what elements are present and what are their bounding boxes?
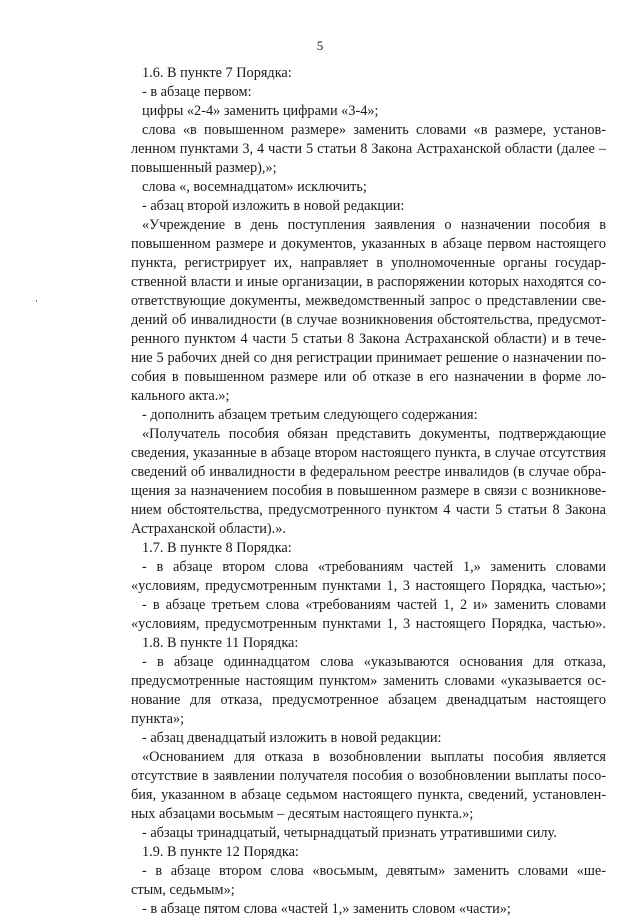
text-line: - дополнить абзацем третьим следующего содержания: (142, 407, 478, 423)
text-line: нование для отказа, предусмотренное абзацем двенадцатым настоящего (131, 692, 606, 708)
text-line: повышенном размере и документов, указанных в абзаце первом настоящего (131, 236, 606, 252)
text-line: ренного пунктом 4 части 5 статьи 8 Закона Астраханской области) и в тече- (131, 331, 606, 347)
text-line: «Учреждение в день поступления заявления о назначении пособия в (142, 217, 606, 233)
page-number: 5 (316, 38, 324, 53)
section-heading-1-7: 1.7. В пункте 8 Порядка: (142, 540, 292, 556)
section-heading-1-6: 1.6. В пункте 7 Порядка: (142, 65, 292, 81)
text-line: - в абзаце втором слова «требованиям частей 1,» заменить словами (142, 559, 606, 575)
text-line: «Получатель пособия обязан представить документы, подтверждающие (142, 426, 606, 442)
text-line: нием обстоятельства, предусмотренного пунктом 4 части 5 статьи 8 Закона (131, 502, 606, 518)
text-line: кального акта.»; (131, 388, 230, 404)
text-line: - в абзаце третьем слова «требованиям частей 1, 2 и» заменить словами (142, 597, 606, 613)
text-line: - в абзаце первом: (142, 84, 252, 100)
text-line: - абзац второй изложить в новой редакции: (142, 198, 405, 214)
text-line: стым, седьмым»; (131, 882, 235, 898)
document-body (131, 64, 606, 919)
text-line: собия в повышенном размере или об отказе в его назначении в форме ло- (131, 369, 606, 385)
text-line: ных абзацами восьмым – десятым настоящего пункта.»; (131, 806, 474, 822)
text-line: дений об инвалидности (в случае возникновения обстоятельства, предусмот- (131, 312, 606, 328)
text-line: «Основанием для отказа в возобновлении выплаты пособия является (142, 749, 606, 765)
text-line: ответствующие документы, межведомственный запрос о представлении све- (131, 293, 606, 309)
text-line: «условиям, предусмотренным пунктами 1, 3 настоящего Порядка, частью». (131, 616, 606, 632)
text-line: сведений об инвалидности в федеральном реестре инвалидов (в случае обра- (131, 464, 606, 480)
section-heading-1-9: 1.9. В пункте 12 Порядка: (142, 844, 299, 860)
text-line: предусмотренные настоящим пунктом» заменить словами «указывается ос- (131, 673, 606, 689)
text-line: «условиям, предусмотренным пунктами 1, 3 настоящего Порядка, частью»; (131, 578, 606, 594)
text-line: ственной власти и иные организации, в распоряжении которых находятся со- (131, 274, 606, 290)
text-line: - абзац двенадцатый изложить в новой редакции: (142, 730, 442, 746)
text-line: слова «, восемнадцатом» исключить; (142, 179, 367, 195)
text-line: ленном пунктами 3, 4 части 5 статьи 8 Закона Астраханской области (далее – (131, 141, 606, 157)
text-line: - в абзаце одиннадцатом слова «указываются основания для отказа, (142, 654, 606, 670)
text-line: - в абзаце втором слова «восьмым, девятым» заменить словами «ше- (142, 863, 606, 879)
text-line: пункта»; (131, 711, 185, 727)
text-line: слова «в повышенном размере» заменить словами «в размере, установ- (142, 122, 606, 138)
text-line: повышенный размер),»; (131, 160, 277, 176)
text-line: сведения, указанные в абзаце втором настоящего пункта, в случае отсутствия (131, 445, 606, 461)
text-line: ние 5 рабочих дней со дня регистрации принимает решение о назначении по- (131, 350, 606, 366)
text-line: - абзацы тринадцатый, четырнадцатый признать утратившими силу. (142, 825, 557, 841)
section-heading-1-8: 1.8. В пункте 11 Порядка: (142, 635, 299, 651)
scan-mark (36, 300, 37, 302)
text-line: бия, указанном в абзаце седьмом настоящего пункта, сведений, установлен- (131, 787, 606, 803)
text-line: Астраханской области).». (131, 521, 286, 537)
text-line: щения за назначением пособия в повышенном размере в связи с возникнове- (131, 483, 606, 499)
text-line: - в абзаце пятом слова «частей 1,» заменить словом «части»; (142, 901, 511, 917)
text-line: пункта, регистрирует их, направляет в уполномоченные органы государ- (131, 255, 606, 271)
text-line: цифры «2-4» заменить цифрами «3-4»; (142, 103, 379, 119)
text-line: отсутствие в заявлении получателя пособия о возобновлении выплаты посо- (131, 768, 606, 784)
